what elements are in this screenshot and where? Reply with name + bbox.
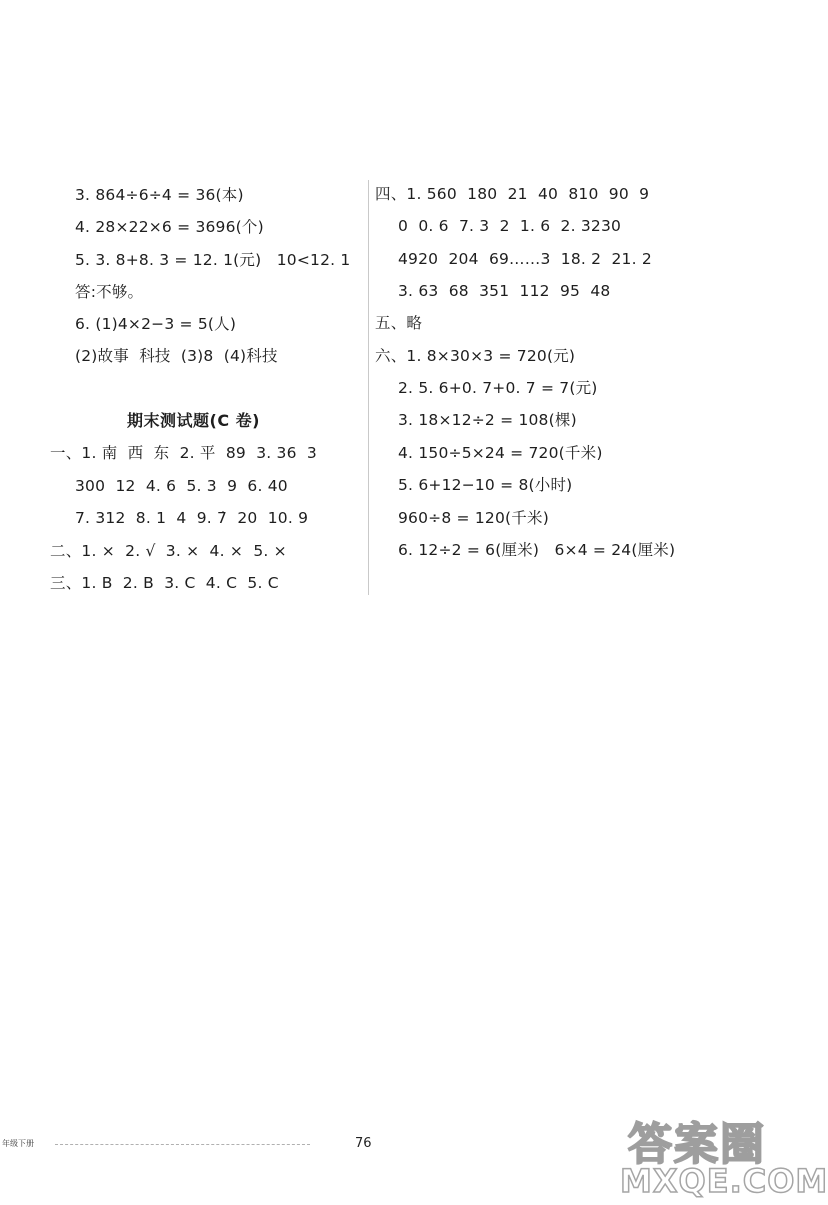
- answer-line: (2)故事 科技 (3)8 (4)科技: [75, 347, 278, 365]
- answer-line: 六、1. 8×30×3 = 720(元): [375, 347, 576, 365]
- answer-line: 二、1. × 2. √ 3. × 4. × 5. ×: [50, 542, 287, 560]
- answer-line: 4. 28×22×6 = 3696(个): [75, 218, 264, 236]
- answer-line: 300 12 4. 6 5. 3 9 6. 40: [75, 477, 288, 495]
- answer-line: 2. 5. 6+0. 7+0. 7 = 7(元): [398, 379, 598, 397]
- answer-line: 4920 204 69……3 18. 2 21. 2: [398, 250, 652, 268]
- answer-line: 5. 3. 8+8. 3 = 12. 1(元) 10<12. 1: [75, 251, 351, 269]
- answer-line: 三、1. B 2. B 3. C 4. C 5. C: [50, 574, 279, 592]
- answer-line: 3. 864÷6÷4 = 36(本): [75, 186, 244, 204]
- answer-line: 0 0. 6 7. 3 2 1. 6 2. 3230: [398, 217, 622, 235]
- answer-line: 4. 150÷5×24 = 720(千米): [398, 444, 603, 462]
- answer-line: 5. 6+12−10 = 8(小时): [398, 476, 573, 494]
- page-number: 76: [355, 1136, 372, 1151]
- answer-line: 6. (1)4×2−3 = 5(人): [75, 315, 237, 333]
- section-title: 期末测试题(C 卷): [127, 411, 260, 430]
- footer-rule: [55, 1144, 310, 1145]
- watermark-logo: [620, 1108, 828, 1200]
- answer-line: 960÷8 = 120(千米): [398, 509, 549, 527]
- book-label: 年级下册: [2, 1139, 34, 1148]
- answer-line: 6. 12÷2 = 6(厘米) 6×4 = 24(厘米): [398, 541, 676, 559]
- answer-line: 一、1. 南 西 东 2. 平 89 3. 36 3: [50, 444, 317, 462]
- answer-line: 3. 63 68 351 112 95 48: [398, 282, 611, 300]
- answer-line: 五、略: [375, 314, 423, 332]
- answer-line: 四、1. 560 180 21 40 810 90 9: [375, 185, 650, 203]
- column-divider: [368, 180, 369, 595]
- answer-line: 7. 312 8. 1 4 9. 7̇ 20 10. 9: [75, 509, 309, 527]
- watermark-chinese: 答案圈: [628, 1119, 766, 1170]
- answer-line: 答:不够。: [75, 283, 144, 301]
- answer-line: 3. 18×12÷2 = 108(棵): [398, 411, 577, 429]
- watermark-latin: MXQE.COM: [620, 1162, 828, 1200]
